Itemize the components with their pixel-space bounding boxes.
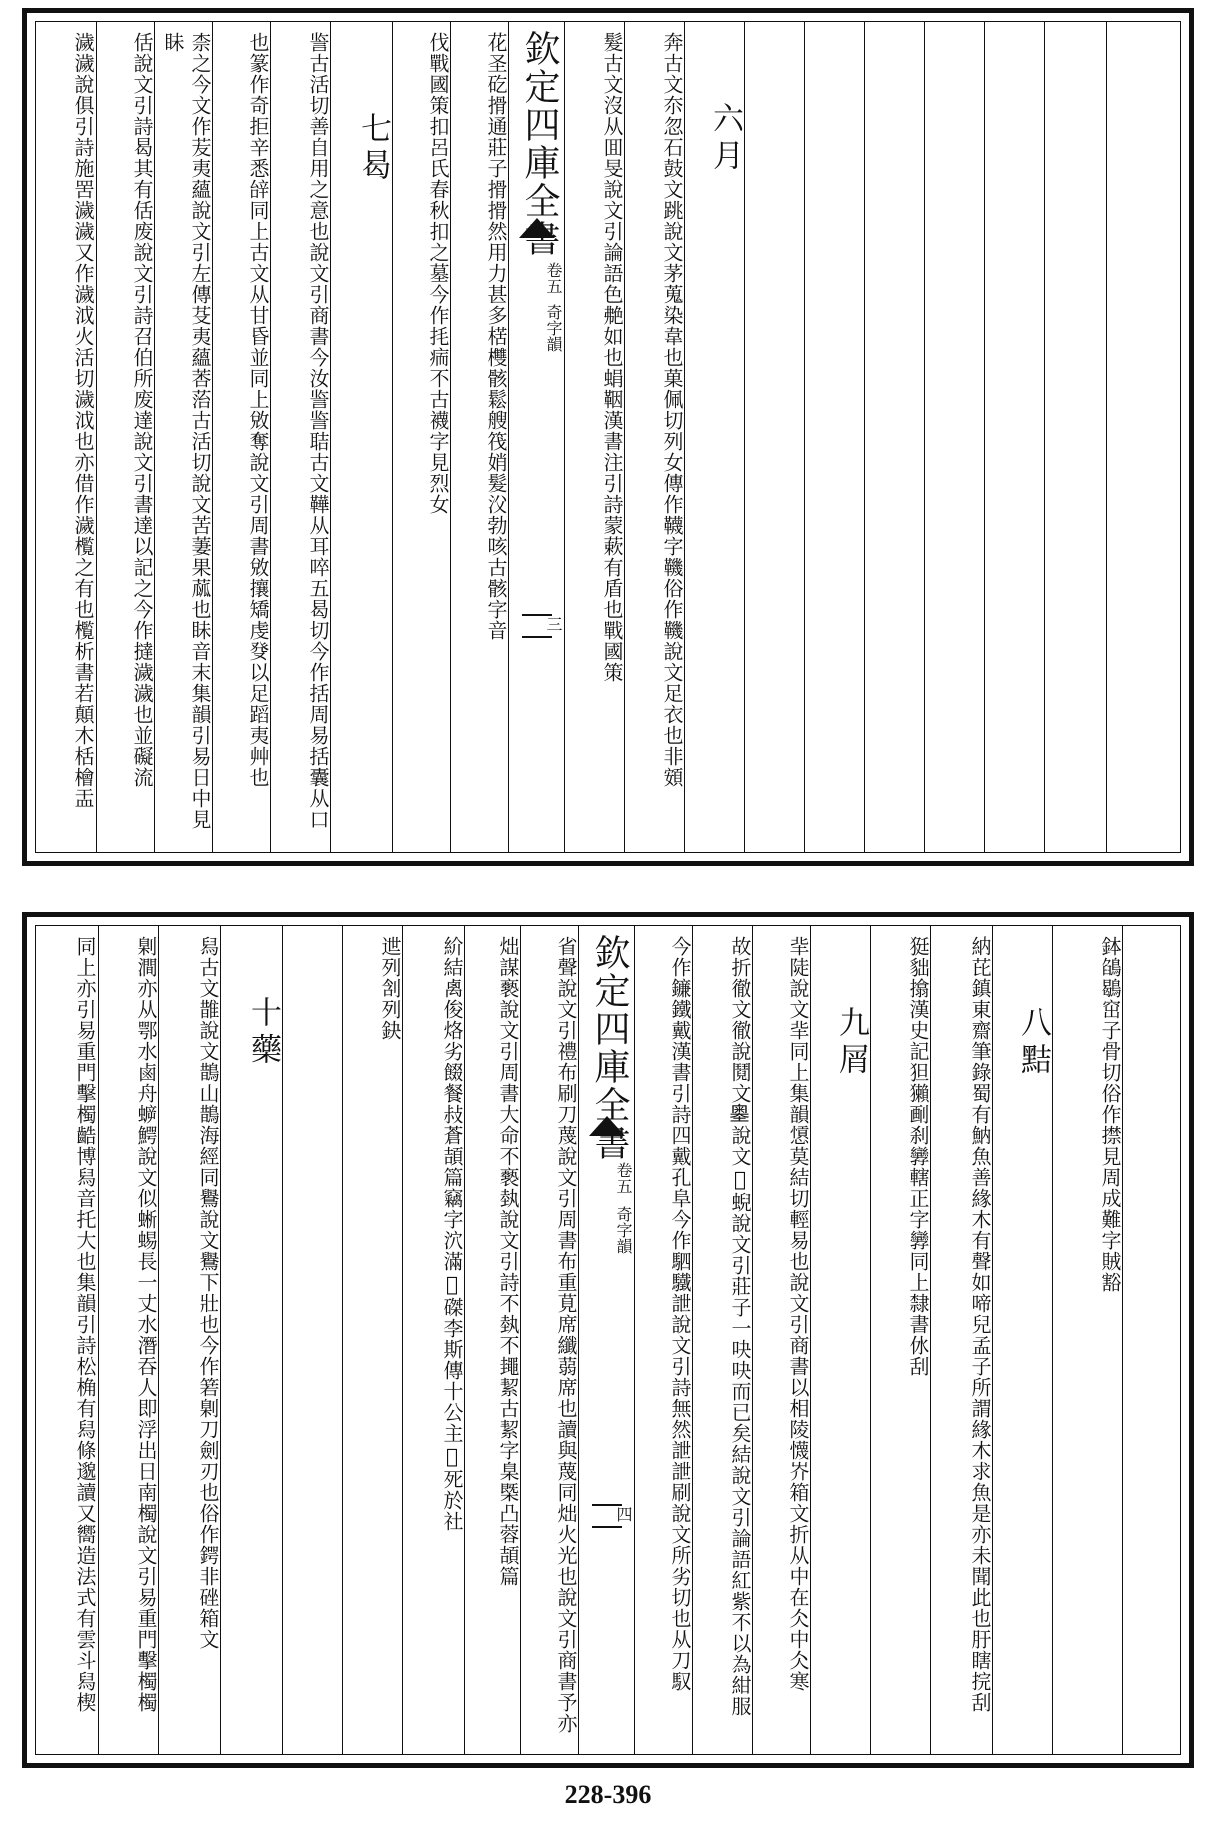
text-column: 佸說文引詩曷其有佸废說文引詩召伯所废達說文引書達以記之今作撻濊濊也並礙流 [130, 32, 154, 788]
bot-col-cl3 [402, 926, 465, 1754]
text-column: 𠤖陡說文𠤖同上集韻𢣁莫結切輕易也說文引商書以相陵懱岕箱文折从中在仌中仌寒 [786, 936, 810, 1692]
text-column: 䛓古活切善自用之意也說文引商書今汝䛓䛓聐古文鞾从耳啐五曷切今作括周易括囊从口 [306, 32, 330, 830]
page-number: 四 [614, 1506, 633, 1522]
text-column [1107, 32, 1189, 846]
section-heading: 八黠 [1015, 1006, 1051, 1080]
bot-col-l3 [220, 926, 283, 1754]
text-column: 花圣矻搰通莊子搰搰然用力甚多楛欆骸鬆艘筏娋髮㳇勃咳古骸字音 [484, 32, 508, 641]
page-number: 三 [544, 616, 563, 632]
text-column: 納芘鎮東齋筆錄蜀有魶魚善緣木有聲如啼兒孟子所謂緣木求魚是亦未聞此也䏏瞎捖刮 [968, 936, 992, 1713]
text-column: 舄古文䧿說文鵲山鵲海經同鸒說文鸒下壯也今作箬㓷刀劍刃也俗作鍔非䂳箱文 [196, 936, 220, 1650]
top-col-empty [984, 22, 1045, 852]
bot-col-l6 [36, 926, 98, 1754]
text-column: 㹶貀㩉漢史記狚獺㓰刹㝈轄正字㝈同上隸書㲻刮 [906, 936, 930, 1377]
top-col-l5 [212, 22, 271, 852]
text-column: 同上亦引易重門擊㯮䶜博舄音托大也集韻引詩松桷有舄條邈讀又嚮造法式有雲斗舄楔 [73, 936, 97, 1713]
rhyme-label: 奇字韻 [544, 304, 563, 352]
bot-col-r4 [870, 926, 931, 1754]
text-column: 柰之今文作苃夷蘊說文引左傳芟夷蘊莕菭古活切說文苦萋果蓏也眛音末集韻引易日中見眛 [161, 32, 212, 830]
upper-page-frame [35, 21, 1181, 853]
top-col-l3 [330, 22, 393, 852]
text-column: 㓷澗亦从鄂水鹵舟蝷鰐說文似蜥蜴長一丈水潛吞人即浮出日南㯮說文引易重門擊㯮㯮 [134, 936, 158, 1713]
top-col-l8 [36, 22, 96, 852]
bot-col-margin [1122, 926, 1189, 1754]
bot-col-l2 [282, 926, 343, 1754]
top-col-r2 [684, 22, 745, 852]
top-col-r3 [624, 22, 685, 852]
section-heading: 七曷 [355, 112, 391, 186]
text-column: 紒結禼俊烙劣餟餐敊蒼頡篇竊字泬滿𥐡磔李斯傳十公主𥐡死於社 [440, 936, 464, 1532]
top-col-empty [864, 22, 925, 852]
rhyme-label: 奇字韻 [614, 1206, 633, 1254]
text-column: 伐戰國策扣呂氏春秋扣之墓今作㧌㾍不古襪字見烈女 [426, 32, 450, 515]
text-column: 髮古文沒从囬旻說文引論語色艴如也蜎鞇漢書注引詩蒙蔌有盾也戰國策 [600, 32, 624, 683]
text-column: 迣列㓧列鈌 [378, 936, 402, 1041]
bot-col-cr3 [634, 926, 693, 1754]
text-column: 濊濊說俱引詩施罟濊濊又作濊泧火活切濊泧也亦借作濊㰖之有也㰖析書若顛木栝檜㿻 [71, 32, 95, 809]
section-heading: 九屑 [833, 1006, 869, 1080]
fish-tail-mark [589, 1116, 625, 1136]
top-col-l4 [270, 22, 331, 852]
footer-page-code: 228-396 [564, 1780, 652, 1809]
top-col-l7 [96, 22, 155, 852]
book-title: 欽定四庫全書 [589, 934, 630, 1162]
section-heading: 十藥 [245, 996, 281, 1070]
top-col-empty [924, 22, 985, 852]
top-col-l1 [450, 22, 509, 852]
bot-col-r3 [930, 926, 993, 1754]
top-col-l6 [154, 22, 213, 852]
juan-label: 卷五 [614, 1162, 633, 1194]
text-column: 也篆作奇拒辛悉辝同上古文从甘昏並同上敓奪說文引周書敓攘矯虔癹以足蹈夷艸也 [246, 32, 270, 788]
upper-page [22, 8, 1194, 866]
bot-col-r1 [1052, 926, 1123, 1754]
bot-col-cr2 [692, 926, 753, 1754]
top-col-empty [744, 22, 805, 852]
text-column: 省聲說文引禮布刷刀蔑說文引周書布重莧席纖蒻席也讀與蔑同炪火光也說文引商書予亦 [554, 936, 578, 1734]
top-col-r1 [1106, 22, 1189, 852]
lower-page [22, 912, 1194, 1768]
top-col-r4 [564, 22, 625, 852]
section-heading: 六月 [707, 102, 743, 176]
juan-label: 卷五 [544, 262, 563, 294]
bot-col-l5 [98, 926, 159, 1754]
top-center-column [508, 22, 565, 852]
top-col-l2 [392, 22, 451, 852]
fish-tail-line [592, 1526, 622, 1528]
bottom-center-column [578, 926, 635, 1754]
bot-col-r2 [992, 926, 1053, 1754]
top-col-empty [804, 22, 865, 852]
bot-col-cl2 [464, 926, 521, 1754]
text-column: 奔古文夵忽石鼓文跳說文茅蒐染韋也菓佩切列女傳作韈字鞿俗作鞿說文足衣也非頞 [660, 32, 684, 788]
fish-tail-mark [519, 218, 555, 238]
text-column: 今作䥥鐵戴漢書引詩四戴孔阜今作駟驖詍說文引詩無然詍詍刷說文所劣切也从刀馭 [668, 936, 692, 1692]
text-column: 故折徹文徹說鬩文𡒃說文𩦱蜺說文引莊子一吷吷而已矣結說文引論語紅紫不以為紺服 [728, 936, 752, 1717]
bot-col-l4 [158, 926, 221, 1754]
top-col-empty [1044, 22, 1107, 852]
book-title: 欽定四庫全書 [519, 30, 560, 258]
bot-col-l1 [342, 926, 403, 1754]
text-column: 鉢鵮鶡窋子骨切俗作㩒見周成難字賊豁 [1098, 936, 1122, 1293]
bot-col-cr1 [752, 926, 811, 1754]
fish-tail-line [522, 636, 552, 638]
lower-page-frame [35, 925, 1181, 1755]
bot-col-r5 [810, 926, 871, 1754]
text-column: 炪謀褻說文引周書大命不褻埶說文引詩不埶不䵷絜古絜字臬㮣凸蓉頡篇 [496, 936, 520, 1587]
bot-col-cl1 [520, 926, 579, 1754]
